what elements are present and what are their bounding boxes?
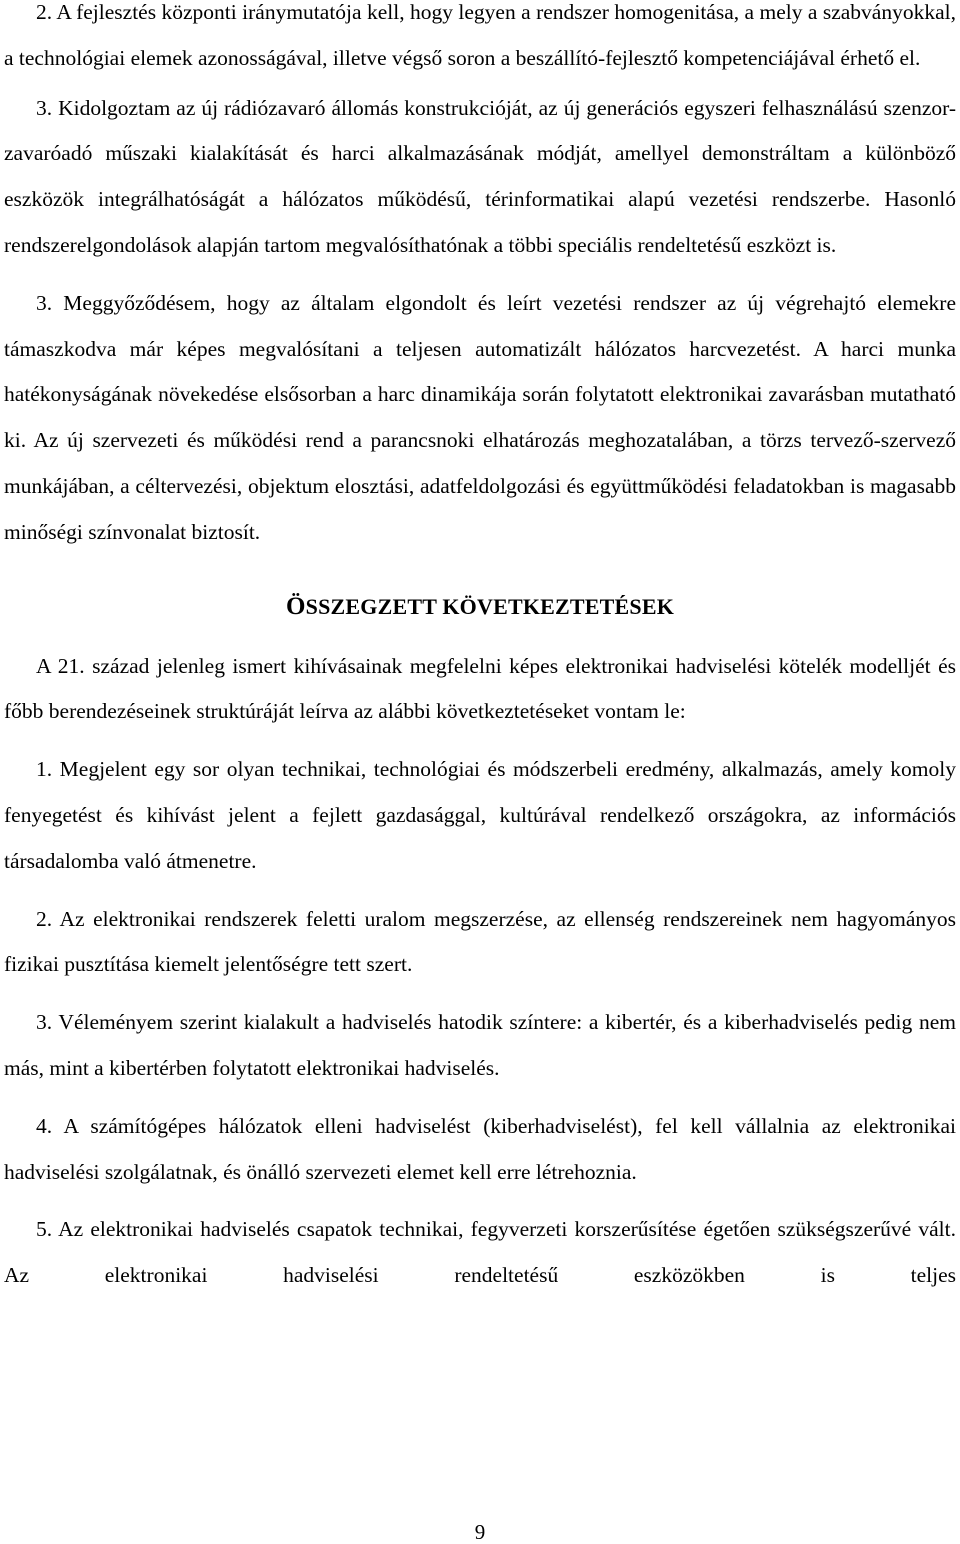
conclusion-item-5: 5. Az elektronikai hadviselés csapatok technikai, fegyverzeti korszerűsítése égetően szükségszerűvé vált. Az elektronikai hadviselési rendeltetésű eszközökben is teljes [4,1217,956,1288]
section-heading [4,584,956,630]
heading-initial: Ö [285,592,306,620]
heading-rest: SSZEGZETT KÖVETKEZTETÉSEK [305,593,675,619]
conclusions-intro: A 21. század jelenleg ismert kihívásainak megfelelni képes elektronikai hadviselési kötelék modelljét és főbb berendezéseinek struktúráját leírva az alábbi következtetéseket vontam le: [4,653,956,724]
paragraph-radio-jammer-construction: 3. Kidolgoztam az új rádiózavaró állomás konstrukcióját, az új generációs egyszeri felhasználású szenzor-zavaróadó műszaki kialakítását és harci alkalmazásának módját, amellyel demonstráltam a különböző eszközök integrálhatóságát a hálózatos működésű, térinformatikai alapú vezetési rendszerbe. Hasonló rendszerelgondolások alapján tartom megvalósíthatónak a többi speciális rendeltetésű eszközt is. [4,95,956,257]
page-number: 9 [474,1520,486,1544]
paragraph-development-guideline: 2. A fejlesztés központi iránymutatója kell, hogy legyen a rendszer homogenitása, a mely a szabványokkal, a technológiai elemek azonosságával, illetve végső soron a beszállító-fejlesztő kompetenciájával érhető el. [4,0,956,70]
conclusion-item-3: 3. Véleményem szerint kialakult a hadviselés hatodik színtere: a kibertér, és a kiberhadviselés pedig nem más, mint a kibertérben folytatott elektronikai hadviselés. [4,1010,956,1080]
document-page [4,0,956,1299]
conclusion-item-2: 2. Az elektronikai rendszerek feletti uralom megszerzése, az ellenség rendszereinek nem hagyományos fizikai pusztítása kiemelt jelentőségre tett szert. [4,906,956,977]
conclusion-item-4: 4. A számítógépes hálózatok elleni hadviselést (kiberhadviselést), fel kell vállalnia az elektronikai hadviselési szolgálatnak, és önálló szervezeti elemet kell erre létrehoznia. [4,1113,956,1184]
paragraph-automated-command: 3. Meggyőződésem, hogy az általam elgondolt és leírt vezetési rendszer az új végrehajtó elemekre támaszkodva már képes megvalósítani a teljesen automatizált hálózatos harcvezetést. A harci munka hatékonyságának növekedése elsősorban a harc dinamikája során folytatott elektronikai zavarásban mutatható ki. Az új szervezeti és működési rend a parancsnoki elhatározás meghozatalában, a törzs tervező-szervező munkájában, a céltervezési, objektum elosztási, adatfeldolgozási és együttműködési feladatokban is magasabb minőségi színvonalat biztosít. [4,290,956,544]
conclusion-item-1: 1. Megjelent egy sor olyan technikai, technológiai és módszerbeli eredmény, alkalmazás, amely komoly fenyegetést és kihívást jelent a fejlett gazdasággal, kultúrával rendelkező országokra, az információs társadalomba való átmenetre. [4,757,956,873]
